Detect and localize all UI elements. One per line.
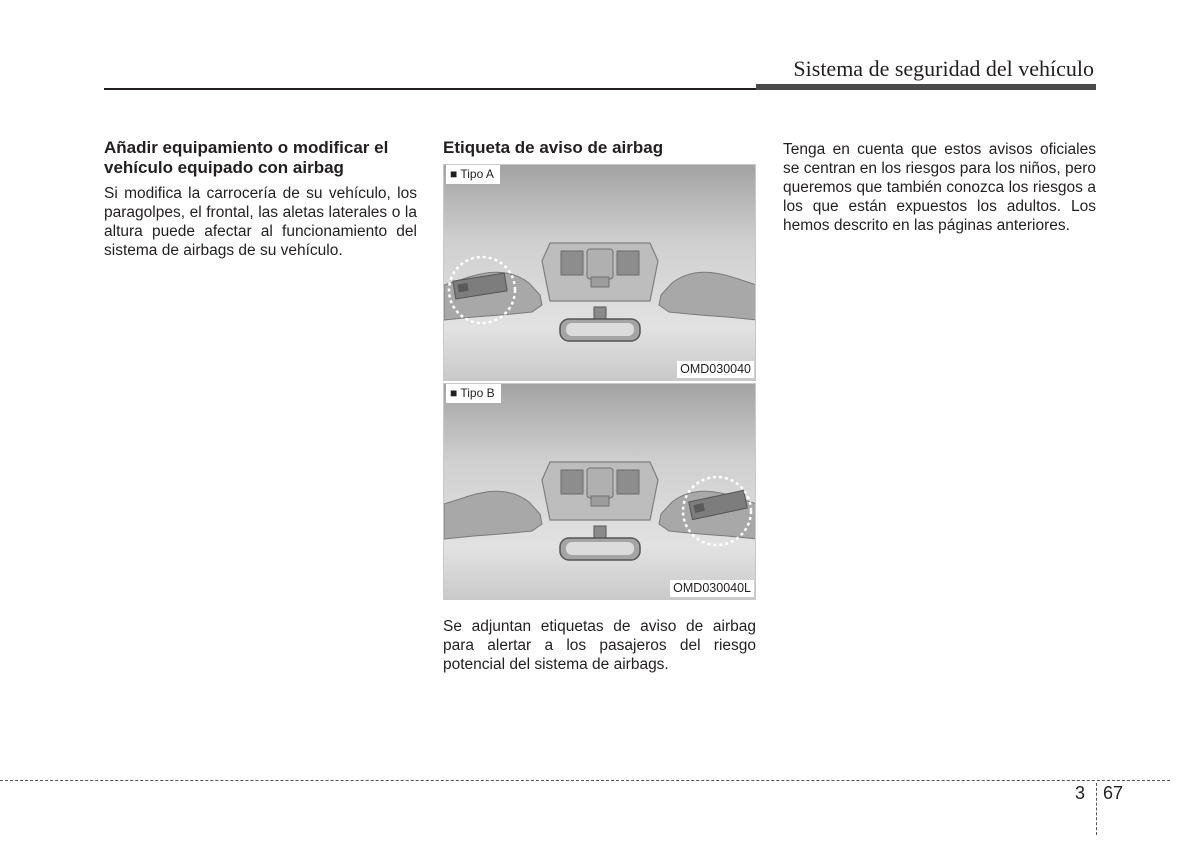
figure-tipo-a [443,164,756,381]
section-heading-modifications: Añadir equipamiento o modificar el vehículo equipado con airbag [104,138,389,177]
header-rule-accent [756,84,1096,90]
figure-caption: Se adjuntan etiquetas de aviso de airbag para alertar a los pasajeros del riesgo potencial del sistema de airbags. [443,618,756,673]
middle-column [443,138,756,674]
section-heading-warning-label: Etiqueta de aviso de airbag [443,138,664,157]
page-number: 67 [1103,783,1124,803]
figure-type-tag: ■ Tipo A [446,165,500,184]
figure-tipo-b [443,383,756,600]
running-header-title: Sistema de seguridad del vehículo [793,56,1094,81]
adult-risk-paragraph: Tenga en cuenta que estos avisos oficiales se centran en los riesgos para los niños, pero queremos que también conozca los riesgos a los que están expuestos los adultos. Los hemos descrito en las páginas anteriores. [783,141,1096,234]
modifications-paragraph: Si modifica la carrocería de su vehículo, los paragolpes, el frontal, las aletas laterales o la altura puede afectar al funcionamiento del sistema de airbags de su vehículo. [104,185,417,259]
footer-divider [1096,783,1097,835]
figure-type-tag: ■ Tipo B [446,384,501,403]
figure-code: OMD030040 [677,361,754,378]
footer-rule [0,780,1170,781]
headliner-illustration-b [444,384,756,600]
left-column [104,138,417,260]
headliner-illustration-a [444,165,756,381]
right-column [783,138,1096,235]
header-rule [104,88,756,90]
figure-code: OMD030040L [670,580,754,597]
chapter-number: 3 [1075,783,1086,803]
